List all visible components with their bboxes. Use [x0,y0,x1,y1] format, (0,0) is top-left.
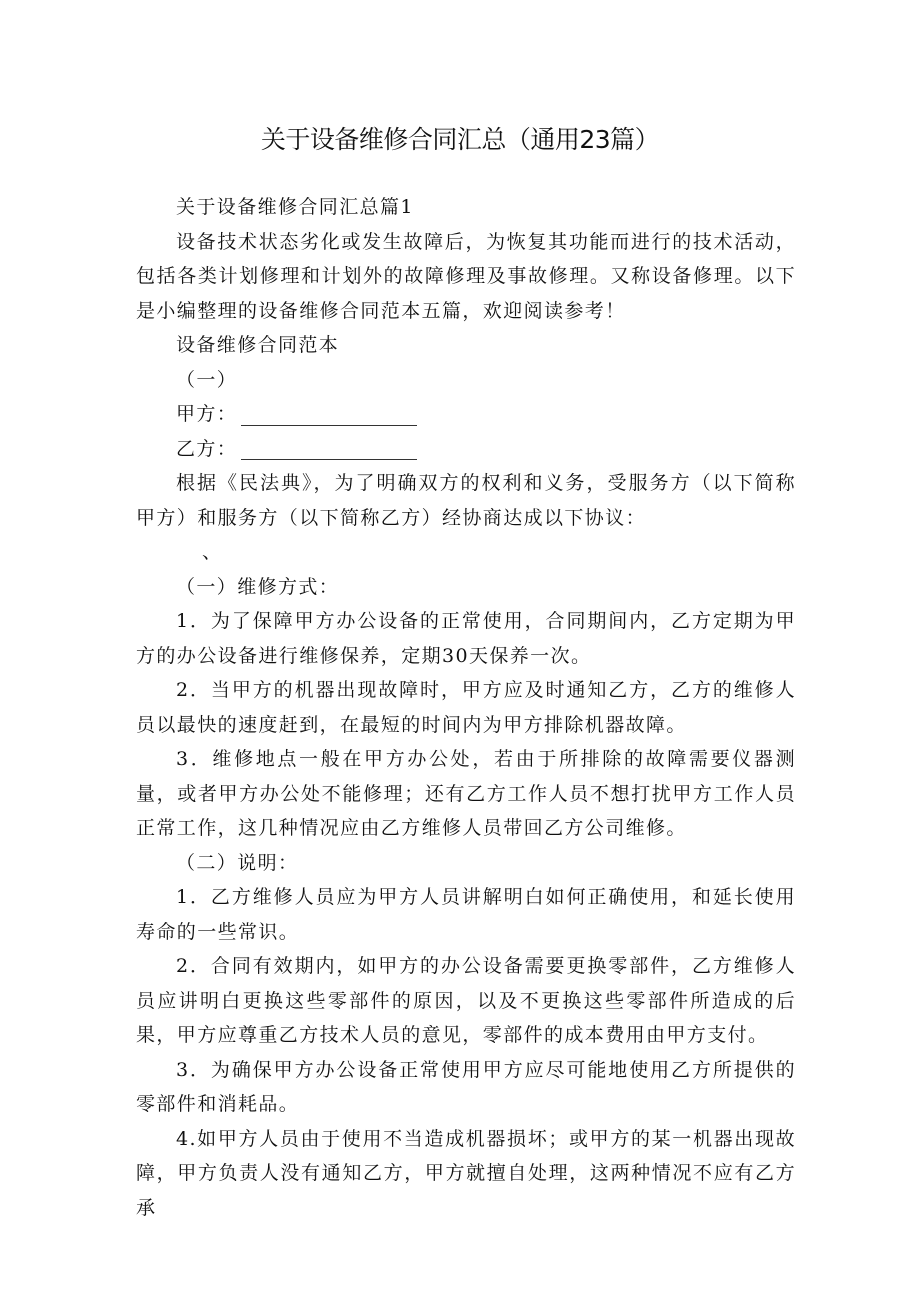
section1-heading: （一）维修方式： [176,575,340,598]
section2-item: 4.如甲方人员由于使用不当造成机器损坏；或甲方的某一机器出现故障，甲方负责人没有通知乙方，甲方就擅自处理，这两种情况不应有乙方承 [136,1127,796,1219]
document-title: 关于设备维修合同汇总（通用23篇） [260,125,660,154]
party-b-label: 乙方： [176,437,238,460]
section2-item: 2．合同有效期内，如甲方的办公设备需要更换零部件，乙方维修人员应讲明白更换这些零部件的原因，以及不更换这些零部件所造成的后果，甲方应尊重乙方技术人员的意见，零部件的成本费用由甲方支付。 [136,955,796,1046]
party-b-row [136,432,796,467]
section2-item: 3．为确保甲方办公设备正常使用甲方应尽可能地使用乙方所提供的零部件和消耗品。 [136,1058,796,1115]
party-a-label: 甲方： [176,403,238,425]
party-b-blank [241,433,417,460]
party-a-row [136,397,796,432]
intro-paragraph: 设备技术状态劣化或发生故障后，为恢复其功能而进行的技术活动，包括各类计划修理和计划外的故障修理及事故修理。又称设备修理。以下是小编整理的设备维修合同范本五篇，欢迎阅读参考！ [136,230,796,322]
section1-item: 1．为了保障甲方办公设备的正常使用，合同期间内，乙方定期为甲方的办公设备进行维修保养，定期30天保养一次。 [136,610,796,667]
document-body [136,190,796,1225]
stray-mark: 、 [202,541,223,563]
section1-item: 3．维修地点一般在甲方办公处，若由于所排除的故障需要仪器测量，或者甲方办公处不能修理；还有乙方工作人员不想打扰甲方工作人员正常工作，这几种情况应由乙方维修人员带回乙方公司维修。 [136,748,796,839]
section1-item: 2．当甲方的机器出现故障时，甲方应及时通知乙方，乙方的维修人员以最快的速度赶到，在最短的时间内为甲方排除机器故障。 [136,679,796,736]
section2-item: 1．乙方维修人员应为甲方人员讲解明白如何正确使用，和延长使用寿命的一些常识。 [136,886,796,943]
section2-heading: （二）说明： [176,851,299,874]
template-title: 设备维修合同范本 [176,334,340,356]
preamble-paragraph: 根据《民法典》，为了明确双方的权利和义务，受服务方（以下简称甲方）和服务方（以下简称乙方）经协商达成以下协议： [136,472,796,529]
template-number: （一） [176,368,238,391]
party-a-blank [241,399,417,426]
section-heading: 关于设备维修合同汇总篇1 [176,196,414,218]
